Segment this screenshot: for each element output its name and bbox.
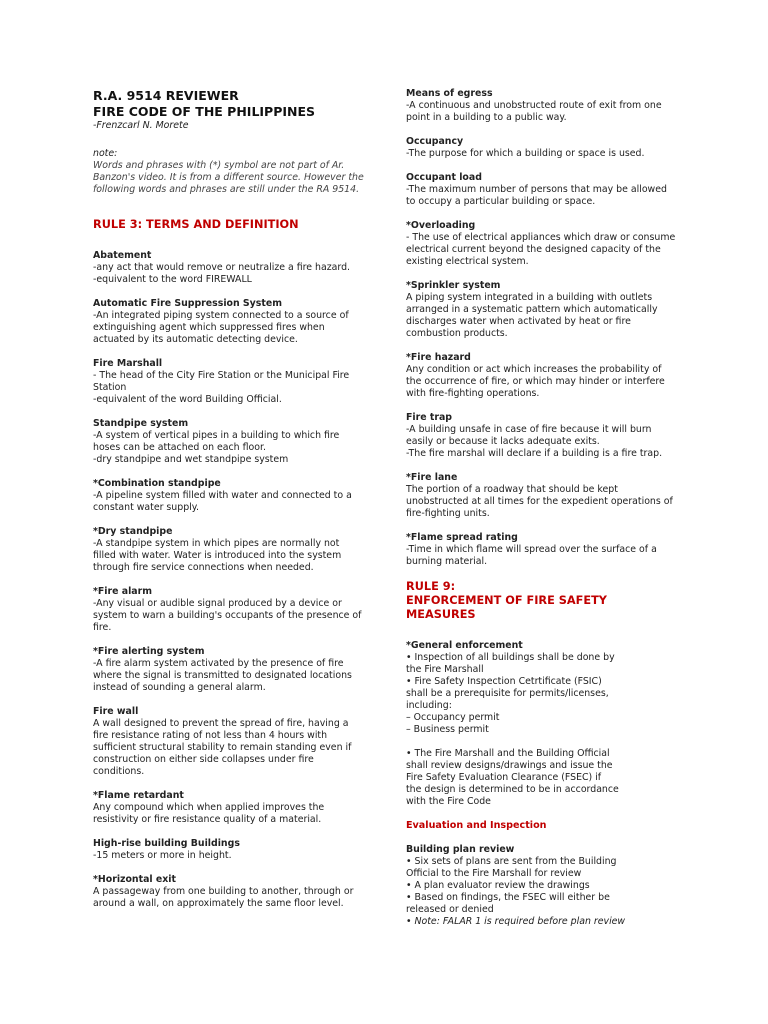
term-definition: -equivalent to the word FIREWALL [93,274,252,285]
note-text: Words and phrases with (*) symbol are not part of Ar. Banzon's video. It is from a different source. However the following words and phrases are still under the RA 9514. [93,160,364,195]
terms-list-right [406,88,678,568]
term-definition: A wall designed to prevent the spread of fire, having a fire resistance rating of not less than 4 hours with sufficient structural stability to remain standing even if construction on either side collapses under fire conditions. [93,718,352,777]
plan-review-lines [406,856,678,916]
document-title-line1: R.A. 9514 REVIEWER [93,88,239,103]
term-name: High-rise building Buildings [93,838,240,849]
term-entry [406,280,678,340]
term-definition: -A continuous and unobstructed route of exit from one point in a building to a public way. [406,100,662,123]
rule3-heading: RULE 3: TERMS AND DEFINITION [93,218,299,231]
term-definition: Any compound which when applied improves the resistivity or fire resistance quality of a material. [93,802,325,825]
text-line: Fire Safety Evaluation Clearance (FSEC) if [406,772,602,783]
term-definition: -The maximum number of persons that may be allowed to occupy a particular building or space. [406,184,667,207]
rule9-heading-line1: RULE 9: [406,580,456,593]
term-definition: -A system of vertical pipes in a building to which fire hoses can be attached on each floor. [93,430,340,453]
term-name: Occupancy [406,136,464,147]
term-name: *Horizontal exit [93,874,176,885]
text-line: shall be a prerequisite for permits/licenses, [406,688,609,699]
term-entry [93,706,365,778]
term-name: Automatic Fire Suppression System [93,298,282,309]
term-name: *Fire hazard [406,352,471,363]
term-entry [406,472,678,520]
term-entry [93,586,365,634]
term-definition: -Time in which flame will spread over the surface of a burning material. [406,544,657,567]
text-line: released or denied [406,904,494,915]
term-definition: -A standpipe system in which pipes are normally not filled with water. Water is introduced into the system through fire service connections when needed. [93,538,342,573]
term-definition: -dry standpipe and wet standpipe system [93,454,289,465]
term-definition: The portion of a roadway that should be kept unobstructed at all times for the expedient operations of fire-fighting units. [406,484,673,519]
term-entry [406,172,678,208]
term-name: *Fire alerting system [93,646,205,657]
text-line: • The Fire Marshall and the Building Official [406,748,610,759]
term-definition: -The fire marshal will declare if a building is a fire trap. [406,448,663,459]
term-definition: -The purpose for which a building or space is used. [406,148,645,159]
term-name: *Fire lane [406,472,458,483]
term-name: *Flame spread rating [406,532,518,543]
term-entry [93,790,365,826]
term-entry [93,838,365,862]
general-enforcement [406,640,678,808]
term-name: *Fire alarm [93,586,153,597]
term-entry [93,874,365,910]
right-column [406,88,678,940]
document-title-line2: FIRE CODE OF THE PHILIPPINES [93,104,316,119]
term-entry [93,250,365,286]
term-name: *Overloading [406,220,476,231]
term-name: Standpipe system [93,418,189,429]
term-entry [93,418,365,466]
text-line: • A plan evaluator review the drawings [406,880,590,891]
term-entry [93,646,365,694]
term-definition: -A building unsafe in case of fire because it will burn easily or because it lacks adequate exits. [406,424,652,447]
evaluation-heading: Evaluation and Inspection [406,820,547,831]
text-line: the Fire Marshall [406,664,484,675]
building-plan-review [406,844,678,928]
term-name: Fire wall [93,706,139,717]
term-name: Abatement [93,250,152,261]
term-definition: Any condition or act which increases the probability of the occurrence of fire, or which may hinder or interfere with fire-fighting operations. [406,364,665,399]
term-entry [406,352,678,400]
term-definition: -A fire alarm system activated by the presence of fire where the signal is transmitted to designated locations instead of sounding a general alarm. [93,658,352,693]
term-definition: -An integrated piping system connected to a source of extinguishing agent which suppressed fires when actuated by its automatic detecting device. [93,310,349,345]
author: -Frenzcarl N. Morete [93,120,189,131]
note-label: note: [93,148,118,159]
left-column [93,88,365,922]
term-definition: A passageway from one building to another, through or around a wall, on approximately the same floor level. [93,886,354,909]
term-name: *Dry standpipe [93,526,173,537]
text-line: including: [406,700,452,711]
text-line: with the Fire Code [406,796,491,807]
term-entry [93,298,365,346]
term-entry [406,220,678,268]
text-line: • Inspection of all buildings shall be done by [406,652,615,663]
plan-review-note: • Note: FALAR 1 is required before plan review [406,916,626,927]
text-line: shall review designs/drawings and issue the [406,760,613,771]
term-name: Fire trap [406,412,453,423]
text-line: • Based on findings, the FSEC will either be [406,892,610,903]
term-entry [406,136,678,160]
text-line: Official to the Fire Marshall for review [406,868,582,879]
term-name: *General enforcement [406,640,523,651]
term-entry [406,532,678,568]
term-definition: -equivalent of the word Building Official. [93,394,282,405]
term-name: Occupant load [406,172,482,183]
term-name: Building plan review [406,844,515,855]
text-line: the design is determined to be in accordance [406,784,619,795]
term-definition: -any act that would remove or neutralize a fire hazard. [93,262,351,273]
rule9-heading-line2: ENFORCEMENT OF FIRE SAFETY MEASURES [406,594,607,621]
term-entry [406,88,678,124]
term-definition: -A pipeline system filled with water and connected to a constant water supply. [93,490,352,513]
term-entry [406,412,678,460]
term-definition: -Any visual or audible signal produced by a device or system to warn a building's occupants of the presence of fire. [93,598,362,633]
term-name: Means of egress [406,88,493,99]
general-lines [406,652,678,736]
text-line: – Occupancy permit [406,712,500,723]
term-definition: - The head of the City Fire Station or the Municipal Fire Station [93,370,350,393]
term-entry [93,358,365,406]
term-definition: A piping system integrated in a building with outlets arranged in a systematic pattern which automatically discharges water when activated by heat or fire combustion products. [406,292,658,339]
term-definition: -15 meters or more in height. [93,850,232,861]
general-lines-2 [406,748,678,808]
terms-list-left [93,250,365,910]
text-line: – Business permit [406,724,489,735]
term-name: *Combination standpipe [93,478,221,489]
term-name: Fire Marshall [93,358,163,369]
term-name: *Flame retardant [93,790,184,801]
term-definition: - The use of electrical appliances which draw or consume electrical current beyond the designed capacity of the existing electrical system. [406,232,676,267]
term-name: *Sprinkler system [406,280,501,291]
term-entry [93,478,365,514]
text-line: • Fire Safety Inspection Cetrtificate (FSIC) [406,676,602,687]
text-line: • Six sets of plans are sent from the Building [406,856,617,867]
term-entry [93,526,365,574]
